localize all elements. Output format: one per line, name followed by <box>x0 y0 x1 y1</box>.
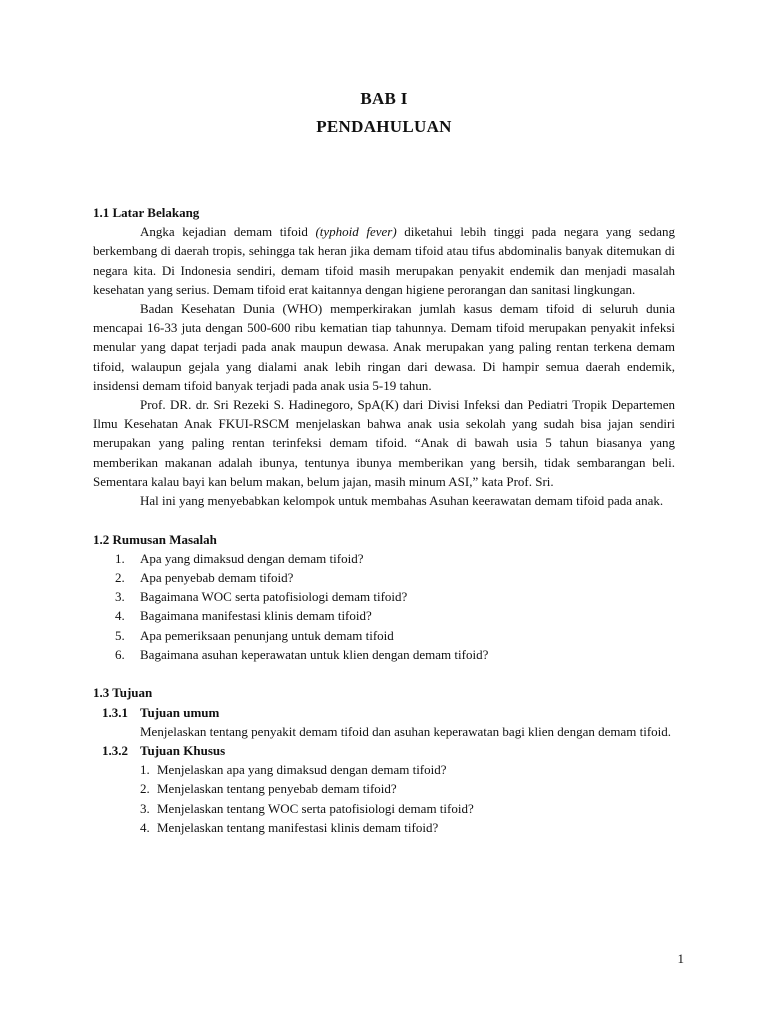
list-number: 6. <box>115 646 125 662</box>
list-item <box>93 568 675 587</box>
list-text: Menjelaskan tentang WOC serta patofisiologi demam tifoid? <box>157 800 474 816</box>
problem-list <box>93 549 675 664</box>
objective-list <box>93 760 675 837</box>
list-number: 5. <box>115 627 125 643</box>
list-number: 3. <box>140 800 150 816</box>
chapter-label: BAB I <box>360 89 408 108</box>
list-item <box>93 606 675 625</box>
list-text: Bagaimana asuhan keperawatan untuk klien dengan demam tifoid? <box>140 646 489 662</box>
list-number: 2. <box>115 570 125 586</box>
list-item <box>93 779 675 798</box>
paragraph-1-text-b: diketahui lebih tinggi pada negara yang sedang berkembang di daerah tropis, sehingga tak heran jika demam tifoid atau tifus abdominalis banyak ditemukan di negara kita. Di Indonesia sendiri, demam tifoid masih merupakan penyakit endemik dan menjadi masalah kesehatan yang serius. Demam tifoid erat kaitannya dengan higiene perorangan dan sanitasi lingkungan. <box>93 224 675 297</box>
paragraph-1-text-a: Angka kejadian demam tifoid <box>140 224 316 240</box>
list-item <box>93 760 675 779</box>
subsection-title: Tujuan umum <box>140 704 220 720</box>
list-number: 2. <box>140 781 150 797</box>
subsection-heading-tujuan-umum <box>93 703 675 722</box>
document-body <box>93 203 675 837</box>
list-text: Bagaimana manifestasi klinis demam tifoid? <box>140 608 372 624</box>
list-text: Menjelaskan tentang penyebab demam tifoid? <box>157 781 397 797</box>
section-heading-rumusan-masalah: 1.2 Rumusan Masalah <box>93 531 217 547</box>
list-text: Menjelaskan apa yang dimaksud dengan demam tifoid? <box>157 762 447 778</box>
list-item <box>93 549 675 568</box>
paragraph-1 <box>93 222 675 299</box>
list-text: Apa penyebab demam tifoid? <box>140 570 294 586</box>
list-number: 1. <box>115 550 125 566</box>
subsection-heading-tujuan-khusus <box>93 741 675 760</box>
list-item <box>93 587 675 606</box>
subsection-number: 1.3.1 <box>102 704 128 720</box>
list-item <box>93 799 675 818</box>
list-text: Menjelaskan tentang manifestasi klinis demam tifoid? <box>157 819 439 835</box>
list-item <box>93 818 675 837</box>
list-item <box>93 626 675 645</box>
section-heading-tujuan: 1.3 Tujuan <box>93 685 153 701</box>
list-text: Apa yang dimaksud dengan demam tifoid? <box>140 550 364 566</box>
chapter-title: PENDAHULUAN <box>316 117 452 136</box>
page-number: 1 <box>677 951 684 966</box>
paragraph-3: Prof. DR. dr. Sri Rezeki S. Hadinegoro, SpA(K) dari Divisi Infeksi dan Pediatri Tropik Departemen Ilmu Kesehatan Anak FKUI-RSCM menjelaskan bahwa anak usia sekolah yang sudah bisa jajan sendiri merupakan yang paling rentan terinfeksi demam tifoid. “Anak di bawah usia 5 tahun biasanya yang memberikan makanan adalah ibunya, tentunya ibunya memberikan yang bersih, tidak sembarangan beli. Sementara kalau bayi kan belum makan, belum jajan, masih minum ASI,” kata Prof. Sri. <box>93 397 675 489</box>
paragraph-2: Badan Kesehatan Dunia (WHO) memperkirakan jumlah kasus demam tifoid di seluruh dunia mencapai 16-33 juta dengan 500-600 ribu kematian tiap tahunnya. Demam tifoid merupakan penyakit infeksi menular yang dapat terjadi pada anak maupun dewasa. Anak merupakan yang paling rentan terkena demam tifoid, walaupun gejala yang dialami anak lebih ringan dari dewasa. Di hampir semua daerah endemik, insidensi demam tifoid banyak terjadi pada anak usia 5-19 tahun. <box>93 301 675 393</box>
list-item <box>93 645 675 664</box>
paragraph-4: Hal ini yang menyebabkan kelompok untuk membahas Asuhan keerawatan demam tifoid pada anak. <box>140 493 664 509</box>
section-heading-latar-belakang: 1.1 Latar Belakang <box>93 205 200 220</box>
list-text: Apa pemeriksaan penunjang untuk demam tifoid <box>140 627 394 643</box>
list-number: 4. <box>140 819 150 835</box>
list-number: 4. <box>115 608 125 624</box>
subsection-title: Tujuan Khusus <box>140 743 226 759</box>
subsection-number: 1.3.2 <box>102 743 128 759</box>
paragraph-1-italic-term: (typhoid fever) <box>315 224 397 240</box>
list-number: 1. <box>140 762 150 778</box>
list-text: Bagaimana WOC serta patofisiologi demam tifoid? <box>140 589 408 605</box>
tujuan-umum-paragraph: Menjelaskan tentang penyakit demam tifoid dan asuhan keperawatan bagi klien dengan demam tifoid. <box>140 723 672 739</box>
list-number: 3. <box>115 589 125 605</box>
